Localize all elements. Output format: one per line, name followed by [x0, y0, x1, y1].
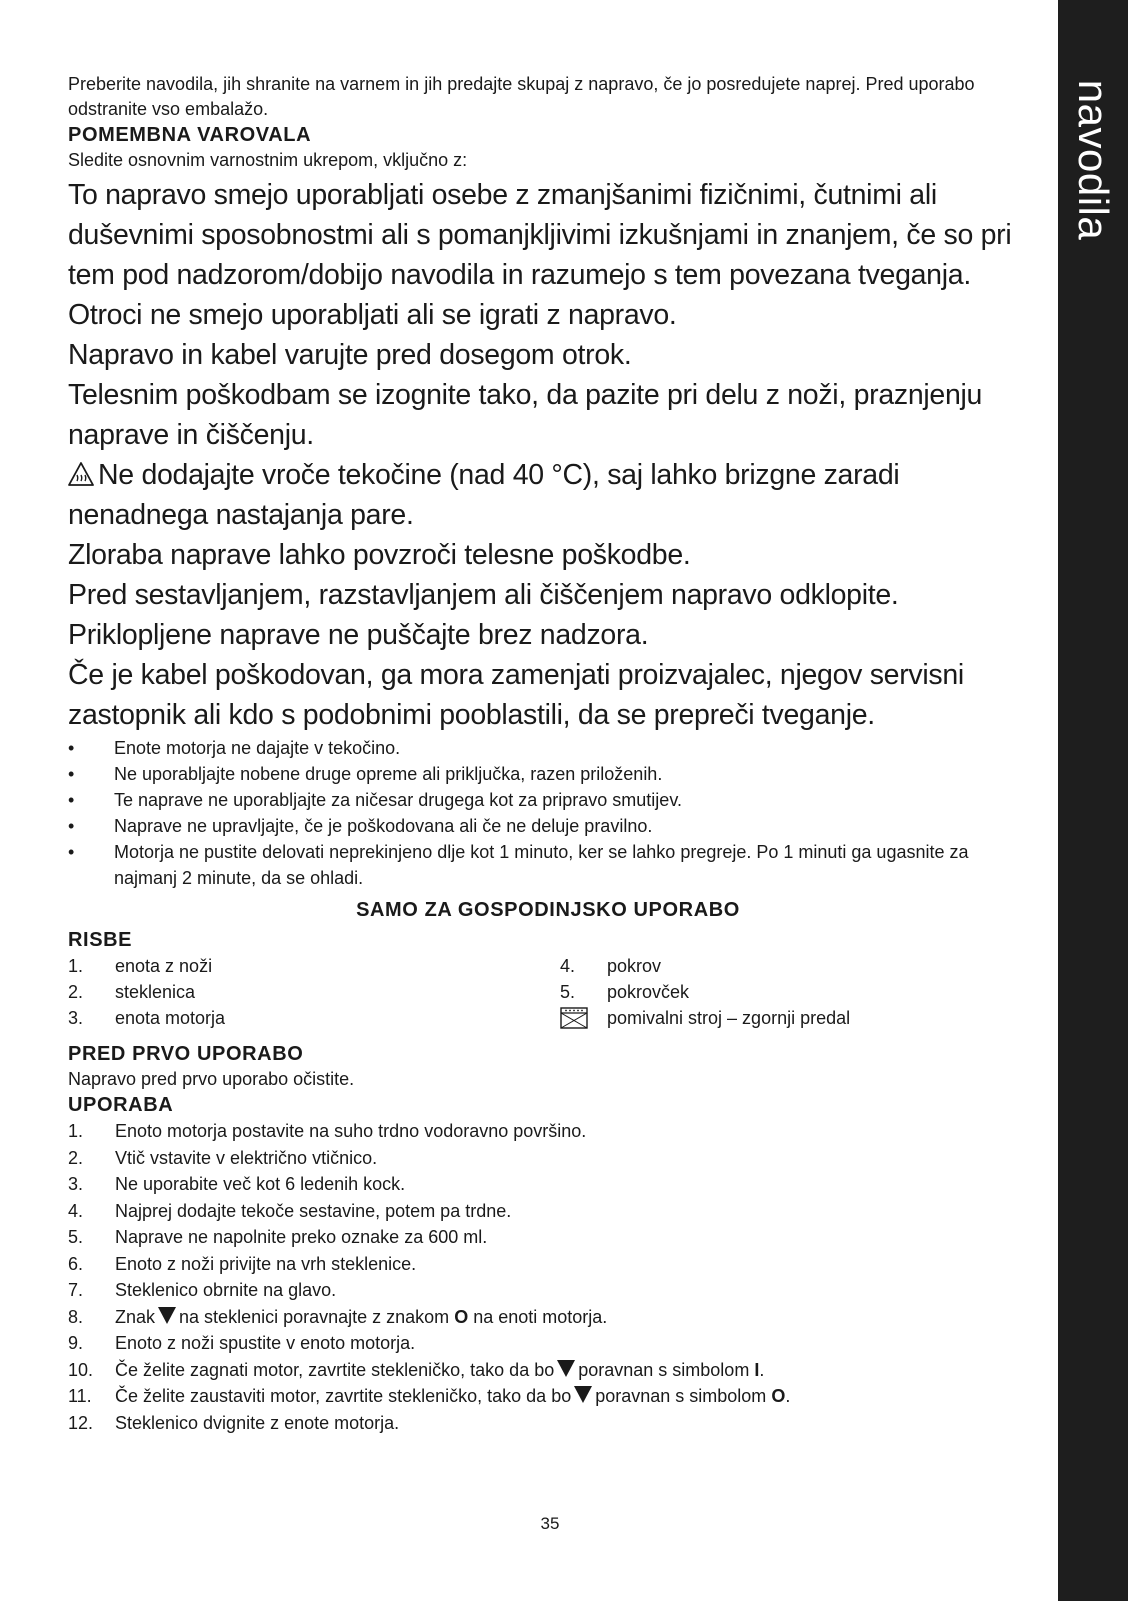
safety-subtext: Sledite osnovnim varnostnim ukrepom, vključno z:: [68, 150, 468, 170]
step-text-part: poravnan s simbolom: [595, 1386, 767, 1406]
list-item: [68, 761, 1028, 787]
list-item: [68, 1198, 1028, 1225]
step-text: Najprej dodajte tekoče sestavine, potem pa trdne.: [115, 1200, 512, 1221]
down-triangle-icon: [158, 1307, 176, 1324]
step-text: Enoto z noži privijte na vrh steklenice.: [115, 1253, 417, 1274]
list-item: [68, 1224, 1028, 1251]
safety-list: [68, 175, 1028, 735]
step-text: [115, 1383, 790, 1410]
step-text: Naprave ne napolnite preko oznake za 600 ml.: [115, 1227, 488, 1247]
item-label: enota motorja: [115, 1008, 226, 1028]
step-number: 3.: [68, 1174, 84, 1194]
step-number: 10.: [68, 1359, 94, 1380]
step-number: 4.: [68, 1200, 84, 1221]
bullet: •: [68, 790, 75, 810]
dishwasher-icon: [560, 1005, 607, 1031]
step-number: 5.: [68, 1227, 84, 1247]
bullet: •: [68, 842, 75, 862]
safety-bullets: [68, 735, 1028, 891]
item-label: enota z noži: [115, 956, 213, 976]
list-item: [68, 735, 1028, 761]
off-symbol: O: [771, 1386, 786, 1406]
bullet-text: Enote motorja ne dajajte v tekočino.: [114, 738, 401, 758]
off-symbol: O: [454, 1306, 469, 1327]
side-tab-label: navodila: [1070, 79, 1117, 241]
bullet: •: [68, 738, 75, 758]
down-triangle-icon: [557, 1360, 575, 1377]
figures-right: [560, 953, 850, 1031]
bullet-text: Naprave ne upravljajte, če je poškodovana ali če ne deluje pravilno.: [114, 816, 653, 836]
step-text-part: na enoti motorja.: [473, 1306, 608, 1327]
step-text: Ne uporabite več kot 6 ledenih kock.: [115, 1174, 406, 1194]
step-number: 1.: [68, 1121, 84, 1141]
hot-surface-warning-icon: [68, 462, 94, 486]
item-number: 1.: [68, 956, 84, 976]
list-item: [68, 953, 560, 979]
list-item: [560, 1005, 850, 1031]
list-item: [68, 1251, 1028, 1278]
list-item: [560, 979, 850, 1005]
list-item: [68, 979, 560, 1005]
list-item: [68, 1383, 1028, 1410]
step-number: 8.: [68, 1306, 84, 1327]
on-symbol: I: [754, 1359, 760, 1380]
list-item: Zloraba naprave lahko povzroči telesne poškodbe.: [68, 539, 691, 571]
down-triangle-icon: [574, 1386, 592, 1403]
usage-heading: UPORABA: [68, 1094, 174, 1116]
bullet-text: Ne uporabljajte nobene druge opreme ali priključka, razen priloženih.: [114, 764, 663, 784]
list-item: Telesnim poškodbam se izognite tako, da pazite pri delu z noži, praznjenju naprave in čiščenju.: [68, 379, 983, 451]
list-item: Priklopljene naprave ne puščajte brez nadzora.: [68, 619, 649, 651]
step-text-part: .: [759, 1359, 765, 1380]
list-item: [560, 953, 850, 979]
step-text-part: Če želite zaustaviti motor, zavrtite stekleničko, tako da bo: [115, 1386, 572, 1406]
step-text-part: na steklenici poravnajte z znakom: [179, 1306, 450, 1327]
list-item: [68, 1277, 1028, 1304]
item-number: 5.: [560, 982, 576, 1002]
figures-left: [68, 953, 560, 1031]
step-text-part: Če želite zagnati motor, zavrtite stekleničko, tako da bo: [115, 1359, 555, 1380]
step-text: [115, 1304, 607, 1331]
step-number: 7.: [68, 1280, 84, 1300]
list-item: [68, 1171, 1028, 1198]
safety-heading: POMEMBNA VAROVALA: [68, 124, 312, 146]
list-item: Otroci ne smejo uporabljati ali se igrati z napravo.: [68, 299, 677, 331]
bullet-text: Motorja ne pustite delovati neprekinjeno dlje kot 1 minuto, ker se lahko pregreje. Po 1 minuti ga ugasnite za najmanj 2 minute, da se ohladi.: [114, 842, 969, 888]
item-label: pokrovček: [607, 982, 690, 1002]
list-item: [68, 1118, 1028, 1145]
list-item: [68, 1410, 1028, 1437]
list-item: [68, 1005, 560, 1031]
list-item: Napravo in kabel varujte pred dosegom otrok.: [68, 339, 632, 371]
item-label: pokrov: [607, 956, 662, 976]
page-number: 35: [540, 1514, 560, 1533]
step-text: Enoto z noži spustite v enoto motorja.: [115, 1333, 416, 1353]
item-label: pomivalni stroj – zgornji predal: [607, 1008, 851, 1028]
list-item: [68, 1145, 1028, 1172]
list-item: To napravo smejo uporabljati osebe z zmanjšanimi fizičnimi, čutnimi ali duševnimi sposobnostmi ali s pomanjkljivimi izkušnjami in znanjem, če so pri tem pod nadzorom/dobijo navodila in razumejo s tem povezana tveganja.: [68, 179, 1012, 291]
step-text-part: poravnan s simbolom: [578, 1359, 750, 1380]
list-item: [68, 813, 1028, 839]
step-text: Vtič vstavite v električno vtičnico.: [115, 1147, 378, 1168]
before-first-use-text: Napravo pred prvo uporabo očistite.: [68, 1069, 355, 1089]
item-number: 3.: [68, 1008, 84, 1028]
figures-heading: RISBE: [68, 929, 133, 951]
list-item: [68, 839, 1028, 891]
step-number: 6.: [68, 1253, 84, 1274]
item-number: 2.: [68, 982, 84, 1002]
step-number: 9.: [68, 1333, 84, 1353]
warning-text: Ne dodajajte vroče tekočine (nad 40 °C), saj lahko brizgne zaradi nenadnega nastajanja pare.: [68, 459, 900, 531]
step-number: 12.: [68, 1412, 94, 1433]
step-text-part: .: [785, 1386, 791, 1406]
figures-list: [68, 953, 1028, 1031]
list-item: [68, 1304, 1028, 1331]
household-heading: SAMO ZA GOSPODINJSKO UPORABO: [356, 899, 740, 921]
step-text: Enoto motorja postavite na suho trdno vodoravno površino.: [115, 1121, 587, 1141]
list-item: [68, 455, 1028, 535]
step-text: Steklenico obrnite na glavo.: [115, 1280, 337, 1300]
list-item: Pred sestavljanjem, razstavljanjem ali čiščenjem napravo odklopite.: [68, 579, 899, 611]
step-number: 2.: [68, 1147, 84, 1168]
list-item: [68, 787, 1028, 813]
step-text: [115, 1357, 764, 1384]
step-number: 11.: [68, 1386, 92, 1406]
bullet: •: [68, 816, 75, 836]
bullet: •: [68, 764, 75, 784]
usage-steps: [68, 1118, 1028, 1436]
list-item: [68, 1357, 1028, 1384]
intro-text: Preberite navodila, jih shranite na varnem in jih predajte skupaj z napravo, če jo posredujete naprej. Pred uporabo odstranite vso embalažo.: [68, 74, 975, 119]
list-item: Če je kabel poškodovan, ga mora zamenjati proizvajalec, njegov servisni zastopnik ali kdo s podobnimi pooblastili, da se prepreči tveganje.: [68, 659, 964, 731]
step-text: Steklenico dvignite z enote motorja.: [115, 1412, 400, 1433]
list-item: [68, 1330, 1028, 1357]
page-content: [68, 72, 1028, 1436]
item-label: steklenica: [115, 982, 196, 1002]
step-text-part: Znak: [115, 1306, 156, 1327]
item-number: 4.: [560, 956, 576, 976]
before-first-use-heading: PRED PRVO UPORABO: [68, 1043, 304, 1065]
bullet-text: Te naprave ne uporabljajte za ničesar drugega kot za pripravo smutijev.: [114, 790, 682, 810]
